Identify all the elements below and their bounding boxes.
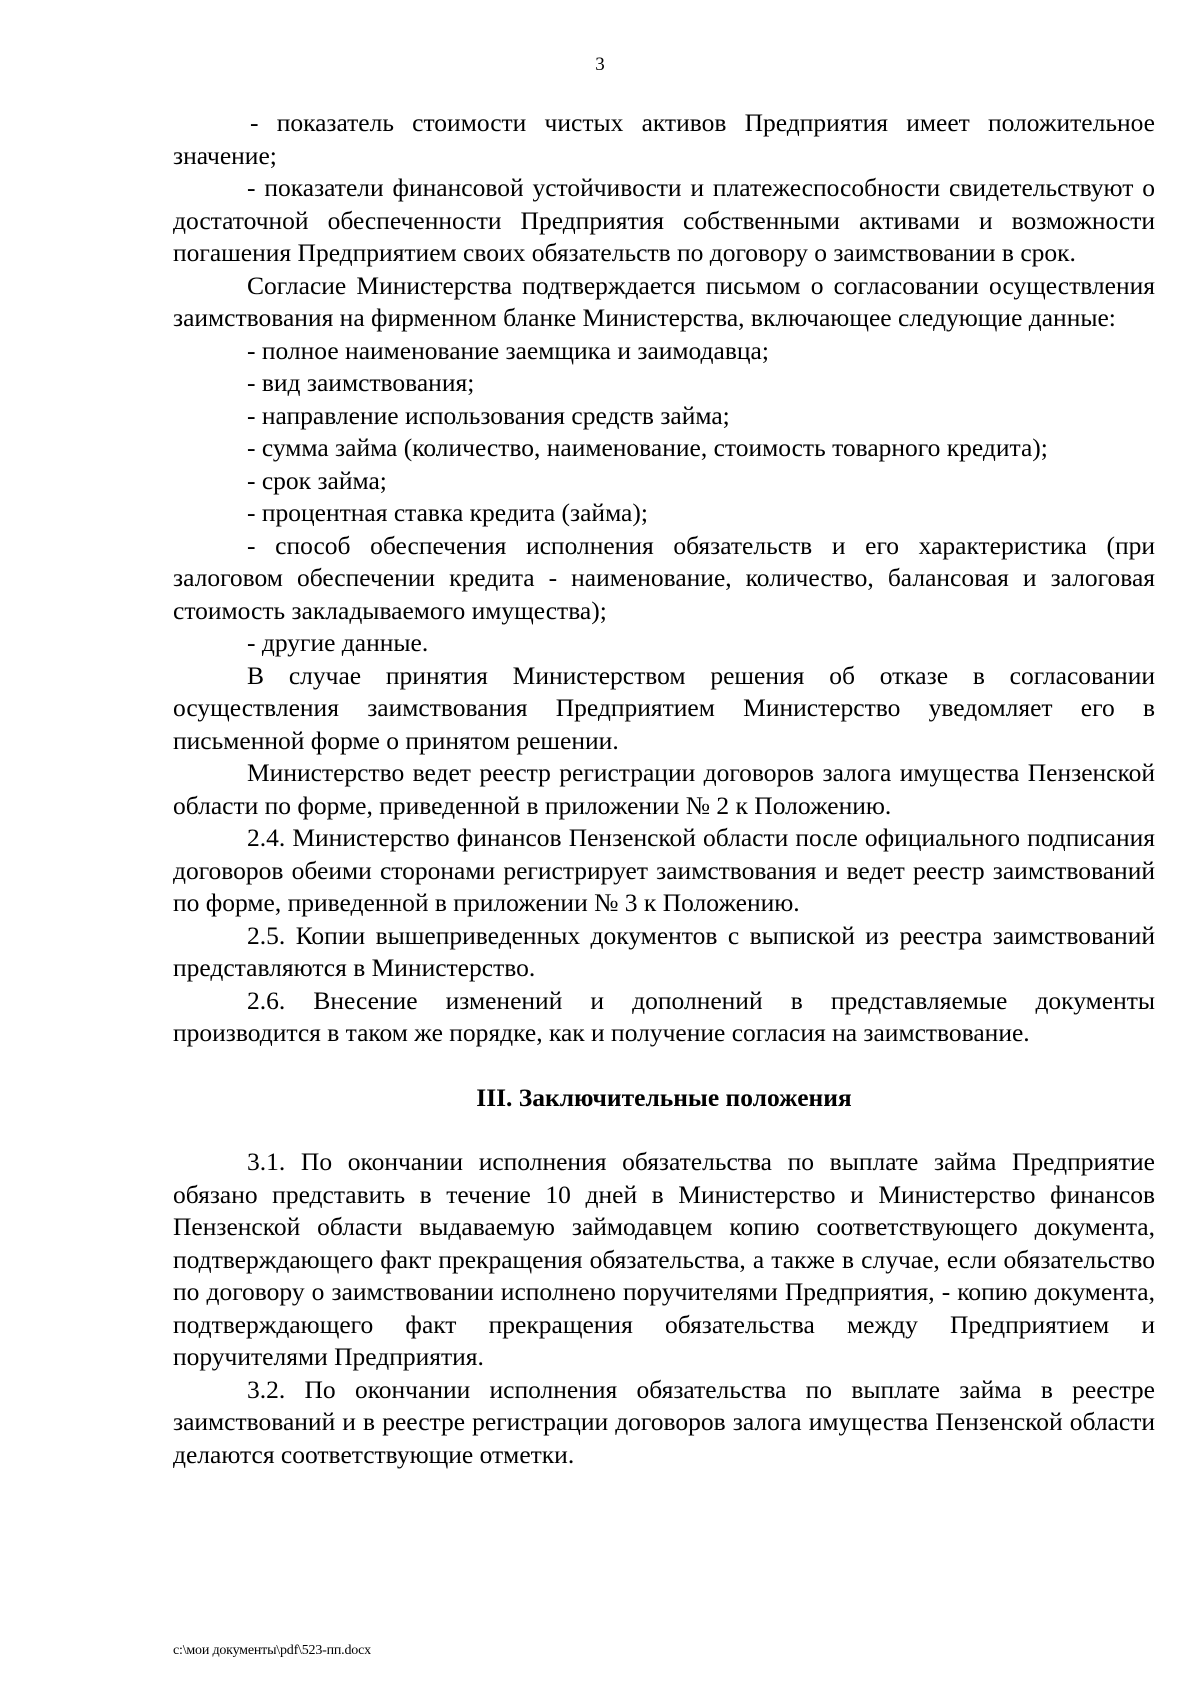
paragraph: В случае принятия Министерством решения об отказе в согласовании осуществления заимствования Предприятием Министерство уведомляет его в письменной форме о принятом решении. [173, 660, 1155, 755]
clause-2-6: 2.6. Внесение изменений и дополнений в представляемые документы производится в таком же порядке, как и получение согласия на заимствование. [173, 985, 1155, 1047]
clause-2-5: 2.5. Копии вышеприведенных документов с выпиской из реестра заимствований представляются в Министерство. [173, 920, 1155, 982]
paragraph: Согласие Министерства подтверждается письмом о согласовании осуществления заимствования на фирменном бланке Министерства, включающее следующие данные: [173, 270, 1155, 332]
list-item: - другие данные. [247, 628, 429, 657]
section-three [173, 1146, 1155, 1471]
document-body [173, 107, 1155, 1471]
clause-2-4: 2.4. Министерство финансов Пензенской области после официального подписания договоров обеими сторонами регистрирует заимствования и ведет реестр заимствований по форме, приведенной в приложении № 3 к Положению. [173, 823, 1155, 917]
list-item: - вид заимствования; [247, 368, 475, 397]
list-item: - процентная ставка кредита (займа); [247, 498, 648, 527]
paragraph: Министерство ведет реестр регистрации договоров залога имущества Пензенской области по форме, приведенной в приложении № 2 к Положению. [173, 758, 1155, 820]
list-item: - полное наименование заемщика и заимодавца; [247, 335, 769, 365]
list-item: - направление использования средств займа; [247, 400, 730, 430]
clause-3-1: 3.1. По окончании исполнения обязательства по выплате займа Предприятие обязано представить в течение 10 дней в Министерство и Министерство финансов Пензенской области выдаваемую займодавцем копию соответствующего документа, подтверждающего факт прекращения обязательства, а также в случае, если обязательство по договору о заимствовании исполнено поручителями Предприятия, - копию документа, подтверждающего факт прекращения обязательства между Предприятием и поручителями Предприятия. [173, 1147, 1155, 1371]
clause-3-2: 3.2. По окончании исполнения обязательства по выплате займа в реестре заимствований и в реестре регистрации договоров залога имущества Пензенской области делаются соответствующие отметки. [173, 1374, 1155, 1469]
paragraph: - показатель стоимости чистых активов Предприятия имеет положительное значение; [173, 108, 1155, 170]
list-item: - сумма займа (количество, наименование, стоимость товарного кредита); [247, 433, 1048, 462]
footer-file-path: c:\мои документы\pdf\523-пп.docx [173, 1643, 371, 1658]
page-number: 3 [595, 54, 605, 75]
list-item: - способ обеспечения исполнения обязательств и его характеристика (при залоговом обеспечении кредита - наименование, количество, балансовая и залоговая стоимость закладываемого имущества); [173, 530, 1155, 625]
list-item: - срок займа; [247, 465, 387, 495]
section-heading: III. Заключительные положения [476, 1082, 852, 1112]
section-two-continuation [173, 107, 1155, 1050]
paragraph: - показатели финансовой устойчивости и платежеспособности свидетельствуют о достаточной обеспеченности Предприятия собственными активами и возможности погашения Предприятием своих обязательств по договору о заимствовании в срок. [173, 173, 1155, 267]
